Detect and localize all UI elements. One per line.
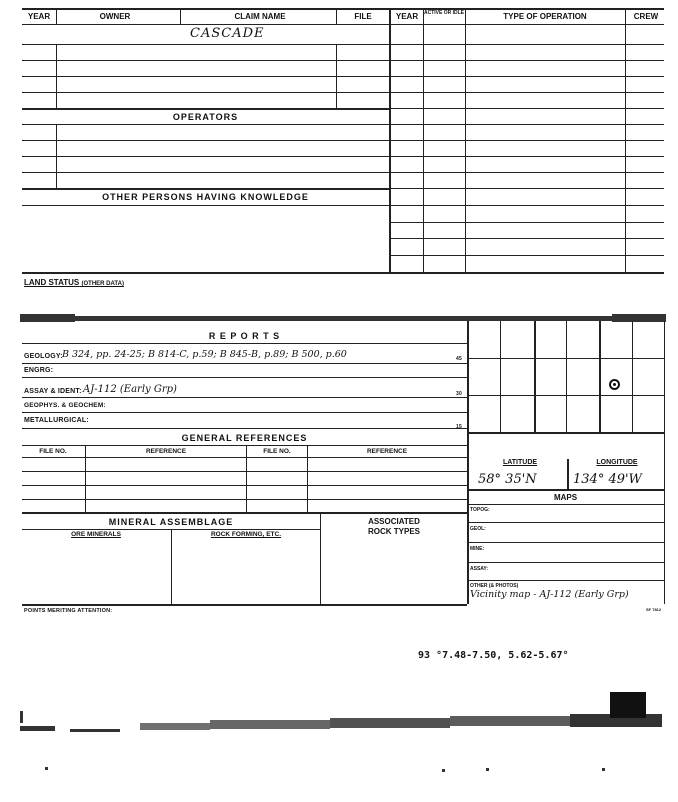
claim-name-value: CASCADE bbox=[190, 26, 265, 41]
metallurgical-number: 15 bbox=[456, 424, 462, 430]
topog-label: TOPOG: bbox=[470, 507, 490, 513]
type-of-operation-header: TYPE OF OPERATION bbox=[503, 12, 587, 21]
reports-title: R E P O R T S bbox=[208, 331, 281, 341]
ore-minerals-header: ORE MINERALS bbox=[71, 531, 121, 538]
year2-header: YEAR bbox=[395, 12, 419, 21]
geology-number: 45 bbox=[456, 356, 462, 362]
operators-label: OPERATORS bbox=[172, 112, 239, 122]
assay-map-label: ASSAY: bbox=[470, 566, 489, 572]
land-status bbox=[24, 278, 124, 287]
associated-rock-types-1: ASSOCIATED bbox=[368, 517, 420, 526]
mine-label: MINE: bbox=[470, 546, 485, 552]
other-persons-label: OTHER PERSONS HAVING KNOWLEDGE bbox=[102, 192, 309, 202]
bottom-note: 93 °7.48-7.50, 5.62-5.67° bbox=[418, 650, 569, 661]
form-number: SF 7812 bbox=[646, 607, 662, 612]
metallurgical-label: METALLURGICAL: bbox=[24, 417, 89, 424]
land-status-label: LAND STATUS bbox=[24, 278, 80, 287]
geol-label: GEOL: bbox=[470, 526, 486, 532]
rock-forming-header: ROCK FORMING, ETC. bbox=[210, 531, 282, 538]
latitude-label: LATITUDE bbox=[502, 459, 538, 466]
crew-header: CREW bbox=[633, 12, 659, 21]
associated-rock-types-2: ROCK TYPES bbox=[367, 527, 420, 536]
year-header: YEAR bbox=[27, 12, 51, 21]
longitude-label: LONGITUDE bbox=[596, 459, 638, 466]
points-meriting-label: POINTS MERITING ATTENTION: bbox=[24, 608, 113, 614]
active-idle-header: ACTIVE OR IDLE bbox=[424, 10, 465, 16]
geology-label: GEOLOGY: bbox=[24, 353, 63, 360]
ref-col-reference-1: REFERENCE bbox=[145, 448, 187, 455]
assay-value: AJ-112 (Early Grp) bbox=[83, 384, 177, 395]
ref-col-file-no-2: FILE NO. bbox=[263, 448, 291, 455]
assay-number: 30 bbox=[456, 391, 462, 397]
general-references-title: GENERAL REFERENCES bbox=[181, 433, 308, 443]
other-photos-label: OTHER (& PHOTOS) bbox=[470, 583, 519, 589]
land-status-sub: (OTHER DATA) bbox=[81, 281, 124, 287]
mineral-assemblage-title: MINERAL ASSEMBLAGE bbox=[108, 517, 234, 527]
engrg-label: ENGRG: bbox=[24, 367, 54, 374]
geophys-label: GEOPHYS. & GEOCHEM: bbox=[24, 402, 106, 409]
latitude-value: 58° 35'N bbox=[478, 472, 537, 487]
ref-col-reference-2: REFERENCE bbox=[366, 448, 408, 455]
file-header: FILE bbox=[354, 12, 372, 21]
maps-title: MAPS bbox=[553, 493, 578, 502]
assay-label: ASSAY & IDENT: bbox=[24, 388, 82, 395]
location-marker-icon bbox=[609, 379, 620, 390]
longitude-value: 134° 49'W bbox=[573, 472, 642, 487]
claim-name-header: CLAIM NAME bbox=[234, 12, 286, 21]
other-photos-value: Vicinity map - AJ-112 (Early Grp) bbox=[470, 589, 629, 600]
owner-header: OWNER bbox=[99, 12, 131, 21]
geology-value: B 324, pp. 24-25; B 814-C, p.59; B 845-B, p.89; B 500, p.60 bbox=[62, 349, 347, 360]
ref-col-file-no-1: FILE NO. bbox=[39, 448, 67, 455]
